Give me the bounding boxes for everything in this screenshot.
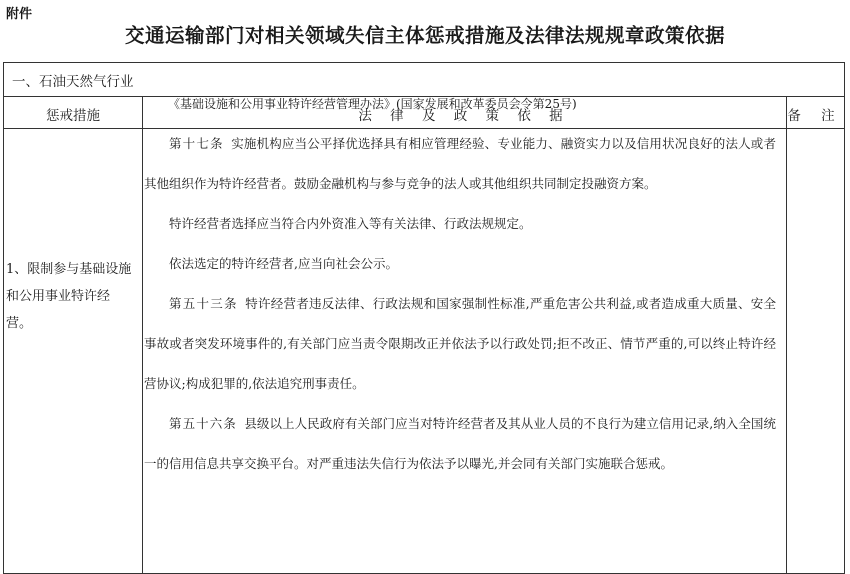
header-basis: 法 律 及 政 策 依 据 (358, 108, 570, 124)
article-number: 第五十三条 (169, 296, 238, 311)
article-paragraph (144, 284, 776, 404)
law-title: 《基础设施和公用事业特许经营管理办法》(国家发展和改革委员会令第25号) (168, 97, 577, 111)
attachment-label: 附件 (6, 7, 33, 22)
article-paragraph (144, 404, 776, 484)
article-text: 特许经营者违反法律、行政法规和国家强制性标准,严重危害公共利益,或者造成重大质量、安全事故或者突发环境事件的,有关部门应当责令限期改正并依法予以行政处罚;拒不改正、情节严重的,可以终止特许经营协议;构成犯罪的,依法追究刑事责任。 (144, 296, 776, 391)
column-divider (142, 97, 143, 573)
measure-cell: 1、限制参与基础设施和公用事业特许经营。 (6, 262, 132, 331)
article-paragraph (144, 124, 776, 204)
article-paragraph (144, 244, 776, 284)
article-paragraph (144, 204, 776, 244)
basis-cell (144, 84, 776, 484)
article-number: 第五十六条 (169, 416, 237, 431)
column-divider (786, 97, 787, 573)
article-text: 依法选定的特许经营者,应当向社会公示。 (169, 256, 398, 271)
page-title: 交通运输部门对相关领域失信主体惩戒措施及法律法规规章政策依据 (124, 24, 725, 47)
article-text: 县级以上人民政府有关部门应当对特许经营者及其从业人员的不良行为建立信用记录,纳入全国统一的信用信息共享交换平台。对严重违法失信行为依法予以曝光,并会同有关部门实施联合惩戒。 (144, 416, 776, 471)
header-remark: 备 注 (787, 108, 843, 124)
section-label: 一、石油天然气行业 (12, 74, 134, 90)
article-number: 第十七条 (169, 136, 224, 151)
article-text: 特许经营者选择应当符合内外资准入等有关法律、行政法规规定。 (169, 216, 532, 231)
article-text: 实施机构应当公平择优选择具有相应管理经验、专业能力、融资实力以及信用状况良好的法人或者其他组织作为特许经营者。鼓励金融机构与参与竞争的法人或其他组织共同制定投融资方案。 (144, 136, 776, 191)
header-measure: 惩戒措施 (46, 108, 100, 124)
